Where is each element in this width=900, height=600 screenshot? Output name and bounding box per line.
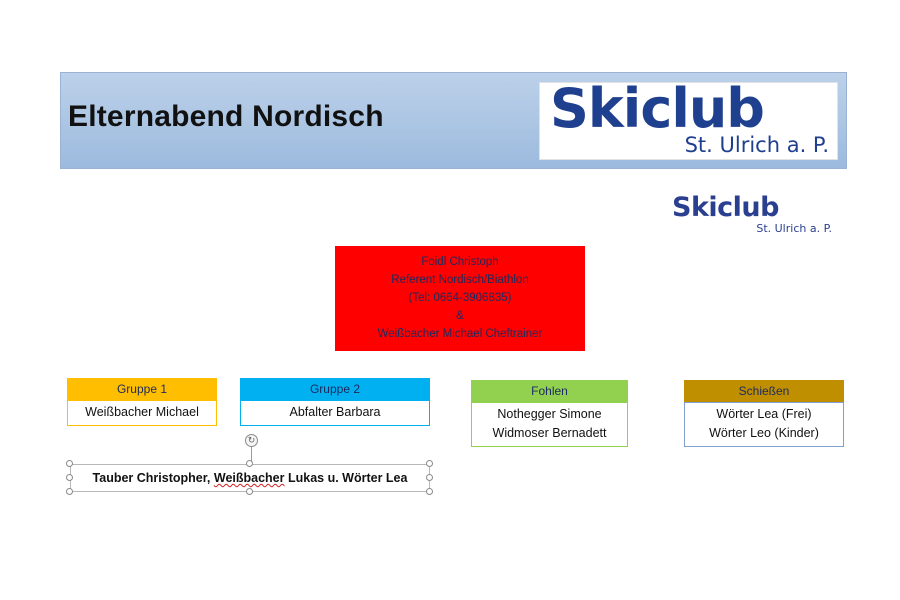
resize-handle-se[interactable]: [426, 488, 433, 495]
group-member: Wörter Lea (Frei): [716, 407, 812, 421]
group-body-schiessen: [684, 402, 844, 447]
logo-main-text: Skiclub: [550, 82, 764, 140]
logo-sub-text: St. Ulrich a. P.: [684, 133, 829, 157]
group-header-gruppe-1: Gruppe 1: [67, 378, 217, 400]
skiclub-logo-small: [672, 192, 832, 238]
skiclub-logo: [539, 82, 838, 160]
resize-handle-n[interactable]: [246, 460, 253, 467]
group-body-gruppe-2: [240, 400, 430, 426]
group-header-gruppe-2: Gruppe 2: [240, 378, 430, 400]
lead-line-4: &: [456, 310, 464, 322]
text-part-1: Tauber Christopher,: [92, 471, 214, 485]
text-part-misspelled: Weißbacher: [213, 471, 285, 485]
logo-small-sub-text: St. Ulrich a. P.: [756, 222, 832, 235]
lead-line-2: Referent Nordisch/Biathlon: [391, 274, 529, 286]
lead-line-5: Weißbacher Michael Cheftrainer: [377, 328, 543, 340]
text-part-3: Lukas u. Wörter Lea: [284, 471, 408, 485]
group-member: Nothegger Simone: [497, 407, 602, 421]
page-title: Elternabend Nordisch: [68, 100, 384, 133]
resize-handle-e[interactable]: [426, 474, 433, 481]
group-member: Widmoser Bernadett: [492, 426, 607, 440]
group-box-gruppe-2[interactable]: [240, 378, 430, 426]
resize-handle-nw[interactable]: [66, 460, 73, 467]
group-box-schiessen[interactable]: [684, 380, 844, 447]
rotate-handle[interactable]: ↻: [245, 434, 258, 447]
group-member: Wörter Leo (Kinder): [709, 426, 819, 440]
resize-handle-ne[interactable]: [426, 460, 433, 467]
lead-contact-box[interactable]: [335, 246, 585, 351]
group-member: Abfalter Barbara: [289, 405, 381, 419]
lead-line-1: Foidl Christoph: [421, 256, 499, 268]
group-header-fohlen: Fohlen: [471, 380, 628, 402]
group-box-gruppe-1[interactable]: [67, 378, 217, 426]
group-header-schiessen: Schießen: [684, 380, 844, 402]
resize-handle-s[interactable]: [246, 488, 253, 495]
logo-small-main-text: Skiclub: [672, 192, 779, 223]
lead-line-3: (Tel: 0664-3906835): [408, 292, 512, 304]
resize-handle-sw[interactable]: [66, 488, 73, 495]
group-body-gruppe-1: [67, 400, 217, 426]
group-box-fohlen[interactable]: [471, 380, 628, 447]
resize-handle-w[interactable]: [66, 474, 73, 481]
group-member: Weißbacher Michael: [85, 405, 199, 419]
group-body-fohlen: [471, 402, 628, 447]
